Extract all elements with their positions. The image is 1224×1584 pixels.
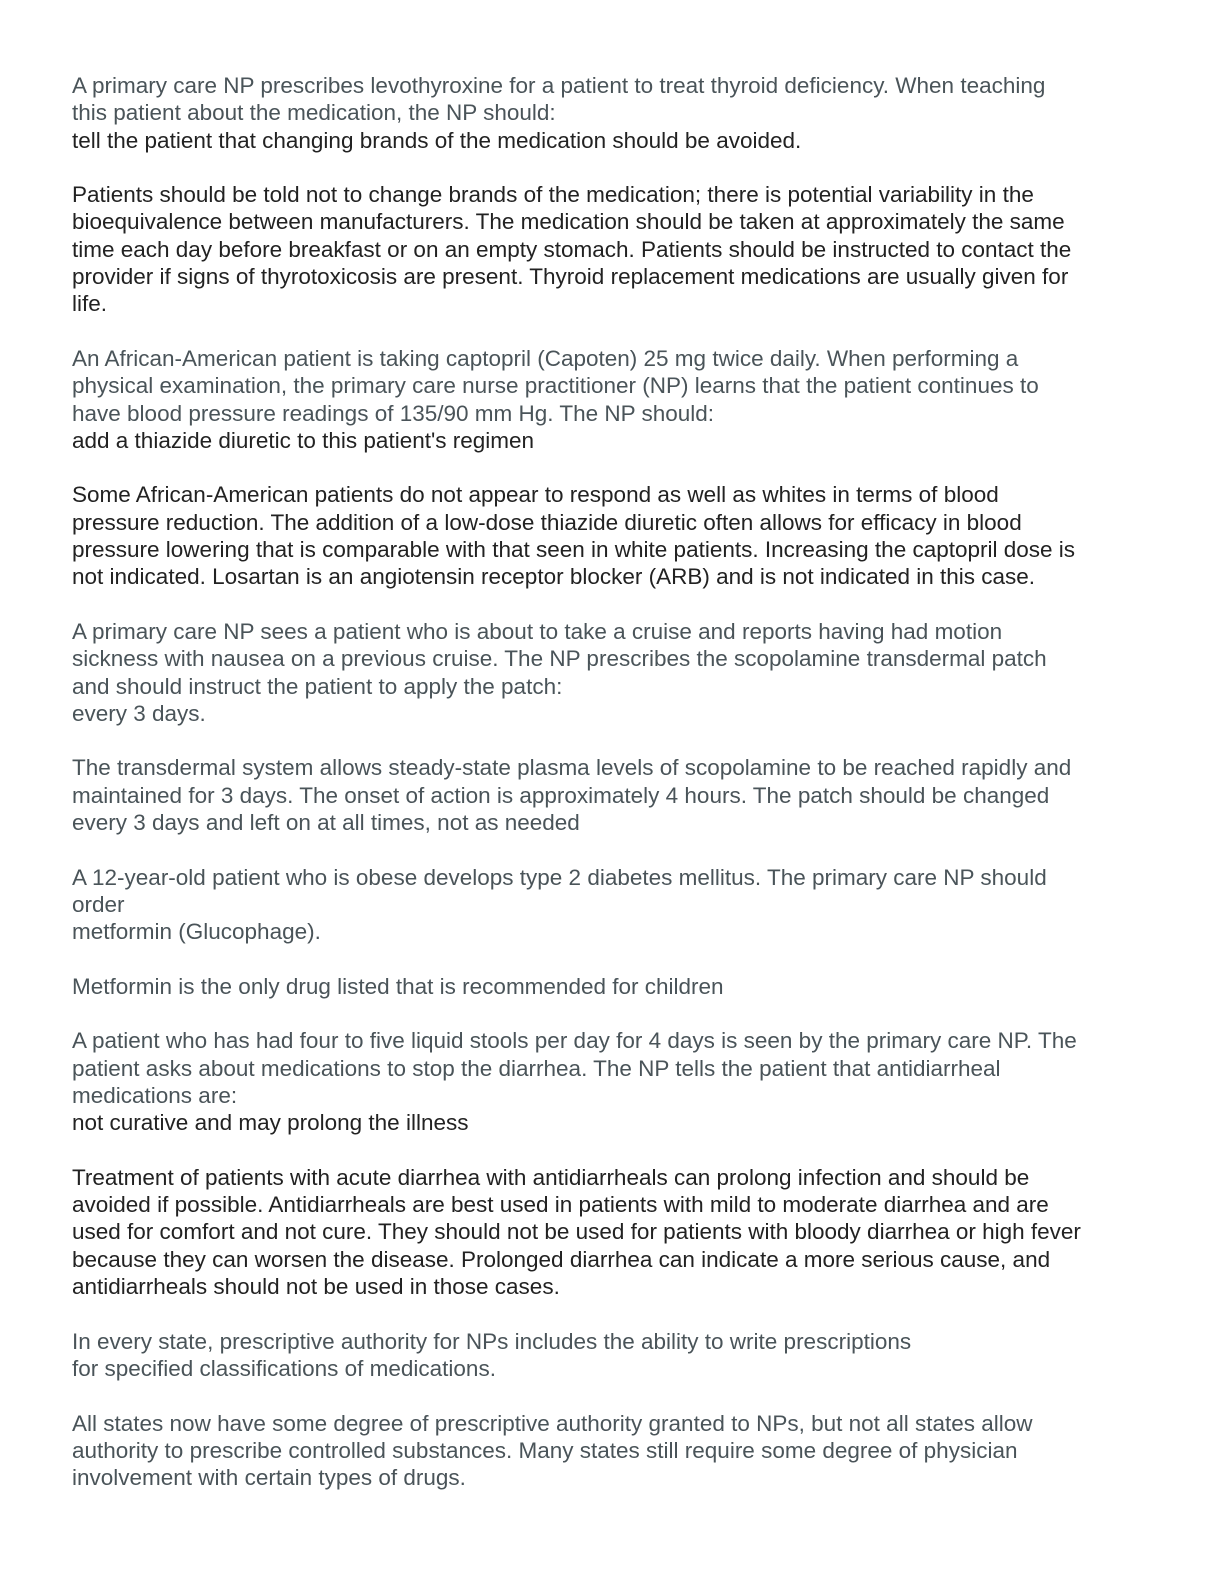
qa-item-prescriptive-authority — [72, 1328, 1152, 1492]
paragraph-spacer — [72, 1000, 1152, 1027]
qa-item-scopolamine — [72, 618, 1152, 864]
document-page — [72, 72, 1152, 1491]
answer-text: metformin (Glucophage). — [72, 919, 321, 945]
rationale-text: Metformin is the only drug listed that is recommended for children — [72, 973, 724, 999]
answer-text: tell the patient that changing brands of the medication should be avoided. — [72, 127, 802, 153]
paragraph-spacer — [72, 154, 1152, 181]
rationale-text: Patients should be told not to change brands of the medication; there is potential variability in the bioequivalence between manufacturers. The medication should be taken at approximately the same time each day before breakfast or on an empty stomach. Patients should be instructed to contact the provider if signs of thyrotoxicosis are present. Thyroid replacement medications are usually given for life. — [72, 182, 1072, 317]
rationale-text: The transdermal system allows steady-state plasma levels of scopolamine to be reached rapidly and maintained for 3 days. The onset of action is approximately 4 hours. The patch should be changed every 3 days and left on at all times, not as needed — [72, 755, 1072, 836]
rationale-text: All states now have some degree of prescriptive authority granted to NPs, but not all states allow authority to prescribe controlled substances. Many states still require some degree of physician involvement with certain types of drugs. — [72, 1410, 1033, 1491]
answer-text: add a thiazide diuretic to this patient's regimen — [72, 427, 535, 453]
qa-item-levothyroxine — [72, 72, 1152, 345]
qa-item-captopril — [72, 345, 1152, 618]
paragraph-spacer — [72, 454, 1152, 481]
answer-text: not curative and may prolong the illness — [72, 1110, 469, 1136]
question-text: A primary care NP prescribes levothyroxine for a patient to treat thyroid deficiency. When teaching this patient about the medication, the NP should: — [72, 73, 1046, 126]
paragraph-spacer — [72, 836, 1152, 863]
rationale-text: Some African-American patients do not appear to respond as well as whites in terms of blood pressure reduction. The addition of a low-dose thiazide diuretic often allows for efficacy in blood pressure lowering that is comparable with that seen in white patients. Increasing the captopril dose is not indicated. Losartan is an angiotensin receptor blocker (ARB) and is not indicated in this case. — [72, 482, 1076, 590]
question-text: A patient who has had four to five liquid stools per day for 4 days is seen by the primary care NP. The patient asks about medications to stop the diarrhea. The NP tells the patient that antidiarrheal medications are: — [72, 1028, 1077, 1108]
paragraph-spacer — [72, 946, 1152, 973]
paragraph-spacer — [72, 1382, 1152, 1409]
paragraph-spacer — [72, 727, 1152, 754]
qa-item-metformin — [72, 864, 1152, 1028]
question-text: A 12-year-old patient who is obese develops type 2 diabetes mellitus. The primary care NP should order — [72, 864, 1047, 917]
question-text: An African-American patient is taking captopril (Capoten) 25 mg twice daily. When performing a physical examination, the primary care nurse practitioner (NP) learns that the patient continues to have blood pressure readings of 135/90 mm Hg. The NP should: — [72, 345, 1039, 426]
paragraph-spacer — [72, 591, 1152, 618]
question-text: A primary care NP sees a patient who is about to take a cruise and reports having had motion sickness with nausea on a previous cruise. The NP prescribes the scopolamine transdermal patch and should instruct the patient to apply the patch: — [72, 618, 1047, 699]
answer-text: for specified classifications of medications. — [72, 1355, 496, 1381]
rationale-text: Treatment of patients with acute diarrhea with antidiarrheals can prolong infection and should be avoided if possible. Antidiarrheals are best used in patients with mild to moderate diarrhea and are used for comfort and not cure. They should not be used for patients with bloody diarrhea or high fever because they can worsen the disease. Prolonged diarrhea can indicate a more serious cause, and antidiarrheals should not be used in those cases. — [72, 1164, 1081, 1300]
paragraph-spacer — [72, 318, 1152, 345]
paragraph-spacer — [72, 1300, 1152, 1327]
answer-text: every 3 days. — [72, 700, 206, 726]
qa-item-antidiarrheal — [72, 1027, 1152, 1327]
question-text: In every state, prescriptive authority for NPs includes the ability to write prescriptions — [72, 1328, 912, 1354]
paragraph-spacer — [72, 1137, 1152, 1164]
